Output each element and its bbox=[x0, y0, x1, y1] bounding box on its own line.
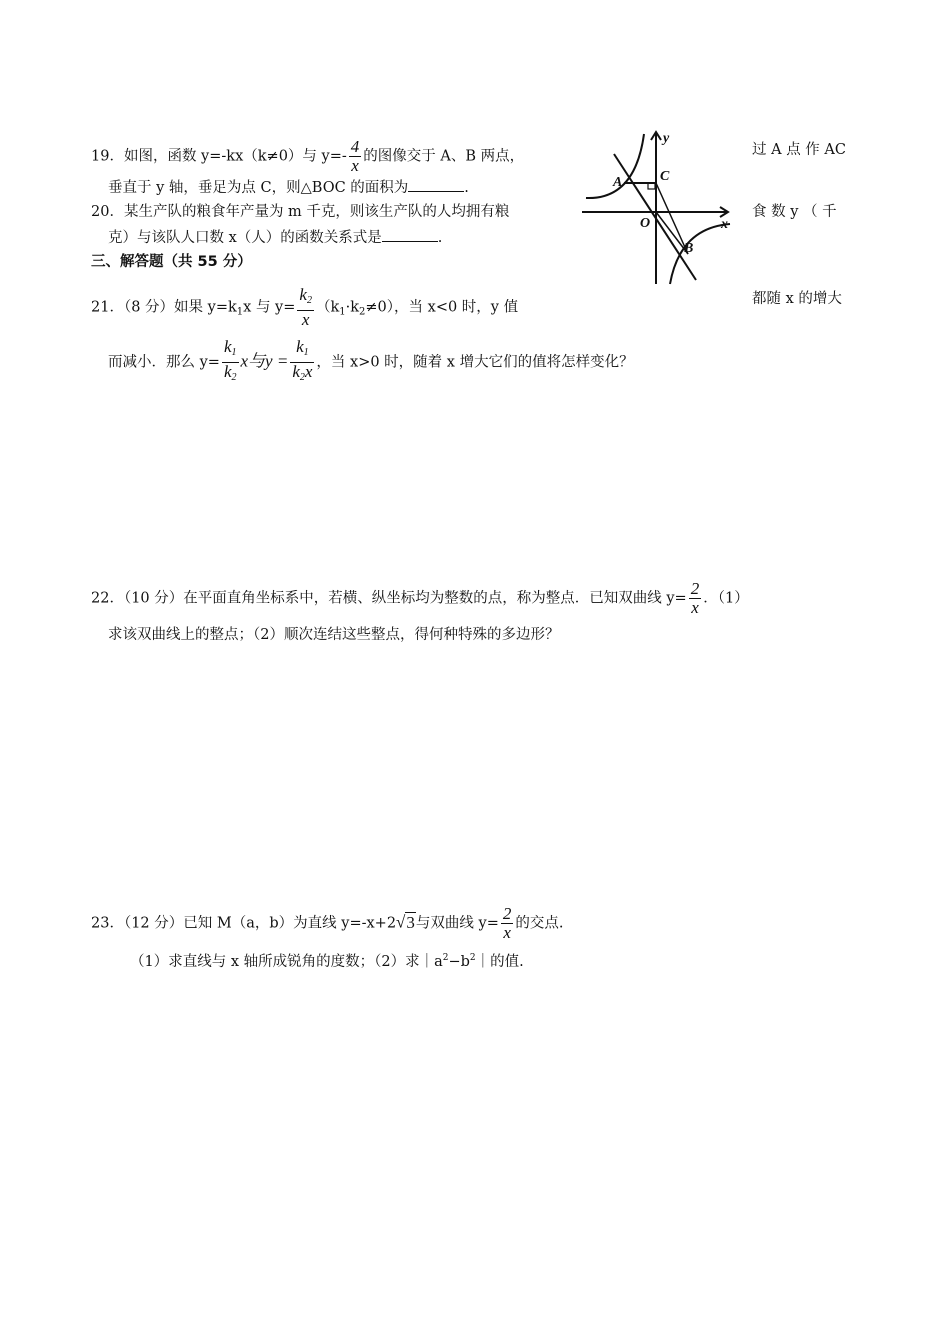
q23-frac-num: 2 bbox=[502, 904, 512, 923]
section-title: 三、解答题（共 55 分） bbox=[91, 254, 252, 270]
label-c: C bbox=[660, 169, 670, 184]
q19-line1 bbox=[91, 138, 524, 175]
q19-text-b: 的图像交于 A、B 两点， bbox=[363, 148, 525, 165]
q21-c-end: ≠0），当 x<0 时，y 值 bbox=[365, 299, 519, 316]
q21-f2-num bbox=[290, 338, 314, 363]
q21-f2-den bbox=[290, 363, 314, 387]
q21-frac-num bbox=[297, 286, 314, 311]
q21-c-mid: ·k bbox=[345, 299, 360, 316]
label-x: x bbox=[721, 217, 728, 232]
q23-sup1: 2 bbox=[442, 953, 449, 963]
q21-f1-num-k: k bbox=[223, 337, 232, 356]
q20-line1: 20．某生产队的粮食年产量为 m 千克，则该生产队的人均拥有粮 bbox=[91, 204, 510, 220]
q23-line1 bbox=[91, 905, 563, 942]
q23-sqrt-value: 3 bbox=[406, 912, 415, 932]
q22-text-a: 22．（10 分）在平面直角坐标系中，若横、纵坐标均为整数的点，称为整点．已知双曲线 y= bbox=[91, 590, 687, 607]
q22-fraction bbox=[689, 580, 702, 617]
q21-sub1: 1 bbox=[236, 306, 244, 318]
q23-line2-end: ｜的值. bbox=[475, 954, 524, 970]
q22-frac-den: x bbox=[691, 598, 699, 617]
q19-frac-num: 4 bbox=[350, 137, 360, 156]
q19-fraction bbox=[349, 138, 362, 175]
q20-line2-end: . bbox=[437, 230, 443, 246]
q21-text-c: （k bbox=[315, 299, 340, 316]
q23-sup2: 2 bbox=[469, 953, 476, 963]
q19-line1-right: 过 A 点 作 AC bbox=[752, 142, 846, 158]
q21-f1-den-sub: 2 bbox=[231, 372, 237, 383]
label-y: y bbox=[663, 131, 670, 146]
label-o: O bbox=[640, 216, 651, 231]
q21-c-sub2: 2 bbox=[359, 306, 366, 318]
q20-line1-right: 食 数 y （ 千 bbox=[752, 204, 837, 220]
q21-line2-text: 而减小．那么 y= bbox=[108, 354, 220, 371]
q22-line2: 求该双曲线上的整点；（2）顺次连结这些整点，得何种特殊的多边形？ bbox=[108, 627, 560, 643]
q19-line2 bbox=[108, 177, 469, 198]
label-b: B bbox=[684, 241, 694, 256]
q21-f1-num-sub: 1 bbox=[231, 347, 237, 358]
q23-text-a: 23．（12 分）已知 M（a，b）为直线 y=-x+2 bbox=[91, 915, 397, 932]
q21-fraction bbox=[297, 286, 314, 329]
q21-frac-den: x bbox=[301, 310, 310, 329]
q21-text-a: 21．（8 分）如果 y=k bbox=[91, 299, 237, 316]
q19-text-a: 19．如图，函数 y=-kx（k≠0）与 y=- bbox=[91, 148, 347, 165]
q21-frac-num-sub: 2 bbox=[306, 295, 312, 306]
q21-f2-den-sub: 2 bbox=[299, 372, 305, 383]
q19-line2-end: . bbox=[464, 180, 469, 196]
q23-fraction bbox=[501, 905, 514, 942]
q23-text-b: 与双曲线 y= bbox=[415, 915, 499, 932]
q21-line2-end: ，当 x>0 时，随着 x 增大它们的值将怎样变化？ bbox=[316, 354, 634, 371]
q21-c-sub1: 1 bbox=[339, 306, 346, 318]
q19-answer-blank[interactable] bbox=[408, 177, 464, 192]
q21-text-b: x 与 y= bbox=[243, 299, 296, 316]
q21-f1-den bbox=[222, 363, 239, 387]
q20-line2 bbox=[108, 227, 442, 248]
label-a: A bbox=[613, 175, 623, 190]
q20-answer-blank[interactable] bbox=[382, 227, 438, 242]
q21-fraction-1 bbox=[222, 338, 239, 387]
q21-line2 bbox=[108, 338, 634, 387]
q21-mid: x与y = bbox=[240, 351, 289, 371]
q21-f2-den-x: x bbox=[304, 362, 313, 381]
q23-text-c: 的交点. bbox=[515, 915, 564, 932]
q21-line1 bbox=[91, 286, 518, 329]
q23-line2 bbox=[130, 948, 524, 972]
q21-f2-den-k: k bbox=[292, 362, 300, 381]
q22-text-b: ．（1） bbox=[703, 590, 749, 607]
q21-f1-den-k: k bbox=[223, 362, 232, 381]
q21-frac-num-k: k bbox=[299, 285, 307, 304]
q22-line1 bbox=[91, 580, 749, 617]
q21-f2-num-sub: 1 bbox=[303, 347, 309, 358]
q23-line2-mid: −b bbox=[448, 954, 470, 970]
q21-f1-num bbox=[222, 338, 239, 363]
q23-line2-text: （1）求直线与 x 轴所成锐角的度数；（2）求｜a bbox=[130, 954, 443, 970]
q23-sqrt: √3 bbox=[396, 912, 415, 932]
q21-fraction-2 bbox=[290, 338, 314, 387]
hyperbola-line-figure bbox=[580, 128, 740, 288]
q19-line2-text: 垂直于 y 轴，垂足为点 C，则△BOC 的面积为 bbox=[108, 180, 409, 196]
q20-line2-text: 克）与该队人口数 x（人）的函数关系式是 bbox=[108, 230, 382, 246]
q23-frac-den: x bbox=[503, 923, 511, 942]
q21-f2-num-k: k bbox=[296, 337, 304, 356]
q21-line1-right: 都随 x 的增大 bbox=[752, 291, 842, 307]
q22-frac-num: 2 bbox=[690, 579, 700, 598]
q19-frac-den: x bbox=[351, 156, 359, 175]
